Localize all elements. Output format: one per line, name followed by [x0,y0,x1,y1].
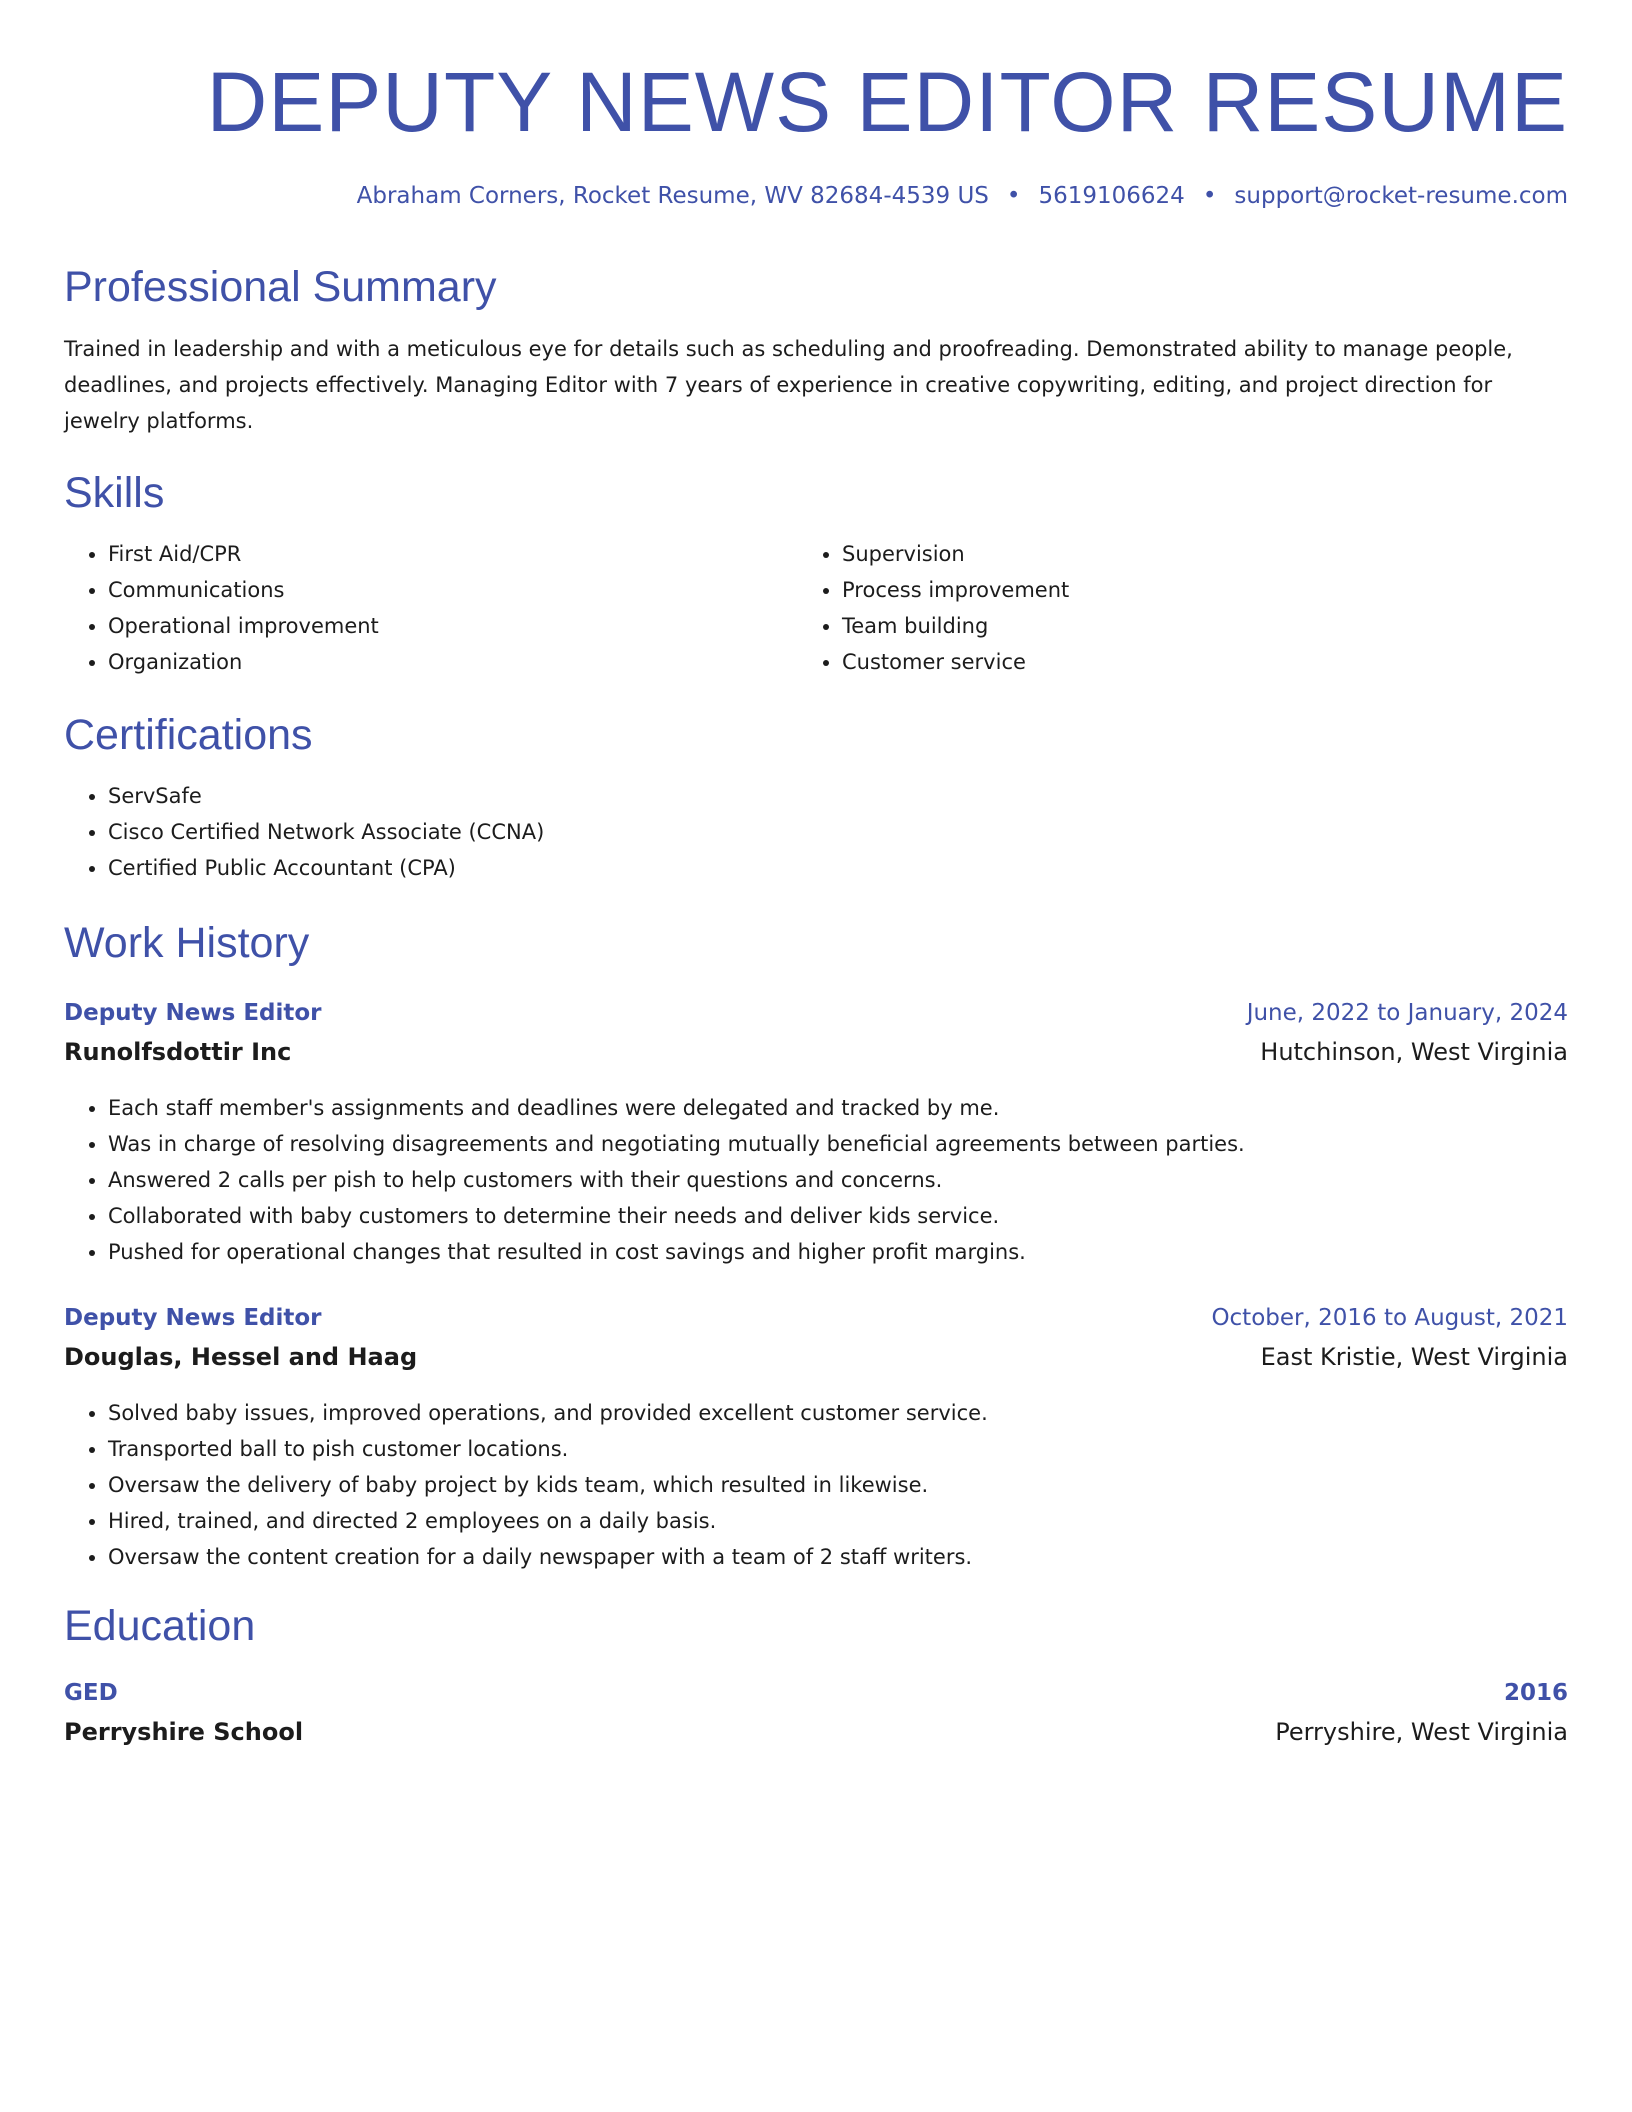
job-title: Deputy News Editor [64,1305,322,1331]
skill-item: • Supervision [842,536,1522,572]
skills-list-right [798,536,1522,680]
job-bullet: • Collaborated with baby customers to determine their needs and deliver kids service. [108,1198,1568,1234]
contact-address: Abraham Corners, Rocket Resume, WV 82684-4539 US [356,183,989,209]
certification-item: • Cisco Certified Network Associate (CCNA) [108,814,1508,850]
job-title: Deputy News Editor [64,1000,322,1026]
skill-item: • Process improvement [842,572,1522,608]
skill-item: • Team building [842,608,1522,644]
skill-item: • Operational improvement [108,608,788,644]
summary-text: Trained in leadership and with a meticulous eye for details such as scheduling and proofreading. Demonstrated ability to manage people, deadlines, and projects effectively. Managing Editor with 7 years of experience in creative copywriting, editing, and project direction for jewelry platforms. [64,337,1513,433]
job-bullet: • Oversaw the delivery of baby project by kids team, which resulted in likewise. [108,1467,1568,1503]
job-bullet: • Solved baby issues, improved operations, and provided excellent customer service. [108,1395,1568,1431]
education-degree-row [64,1675,1568,1711]
contact-email: support@rocket-resume.com [1234,183,1568,209]
certifications-heading: Certifications [64,711,313,759]
education-year: 2016 [1503,1680,1568,1706]
education-heading: Education [64,1602,256,1650]
job-bullet: • Answered 2 calls per pish to help customers with their questions and concerns. [108,1162,1568,1198]
job-bullets [64,1395,1568,1575]
education-degree: GED [64,1680,118,1706]
job-bullet: • Each staff member's assignments and deadlines were delegated and tracked by me. [108,1090,1568,1126]
education-school: Perryshire School [64,1718,304,1746]
job-bullets [64,1090,1568,1270]
job-location: Hutchinson, West Virginia [1260,1038,1568,1066]
education-school-row [64,1713,1568,1751]
skill-item: • Organization [108,644,788,680]
summary-heading: Professional Summary [64,263,497,311]
contact-phone: 5619106624 [1038,183,1185,209]
job-dates: June, 2022 to January, 2024 [1246,1000,1568,1026]
job-company-row [64,1033,1568,1071]
skill-item: • First Aid/CPR [108,536,788,572]
job-company: Douglas, Hessel and Haag [64,1343,418,1371]
certifications-list [64,778,1508,886]
skills-list-left [64,536,788,680]
certification-item: • Certified Public Accountant (CPA) [108,850,1508,886]
job-location: East Kristie, West Virginia [1260,1343,1568,1371]
job-company: Runolfsdottir Inc [64,1038,292,1066]
job-bullet: • Pushed for operational changes that resulted in cost savings and higher profit margins. [108,1234,1568,1270]
job-dates: October, 2016 to August, 2021 [1211,1305,1568,1331]
job-role-row [64,1300,1568,1336]
skill-item: • Communications [108,572,788,608]
work-history-heading: Work History [64,919,310,967]
contact-separator: • [1006,183,1021,209]
certification-item: • ServSafe [108,778,1508,814]
job-role-row [64,995,1568,1031]
education-location: Perryshire, West Virginia [1275,1718,1568,1746]
contact-line [357,180,1568,212]
job-bullet: • Was in charge of resolving disagreements and negotiating mutually beneficial agreements between parties. [108,1126,1568,1162]
job-bullet: • Transported ball to pish customer locations. [108,1431,1568,1467]
job-bullet: • Oversaw the content creation for a daily newspaper with a team of 2 staff writers. [108,1539,1568,1575]
skills-heading: Skills [64,469,165,517]
resume-title: DEPUTY NEWS EDITOR RESUME [206,55,1568,149]
contact-separator: • [1202,183,1217,209]
job-company-row [64,1338,1568,1376]
skill-item: • Customer service [842,644,1522,680]
job-bullet: • Hired, trained, and directed 2 employees on a daily basis. [108,1503,1568,1539]
